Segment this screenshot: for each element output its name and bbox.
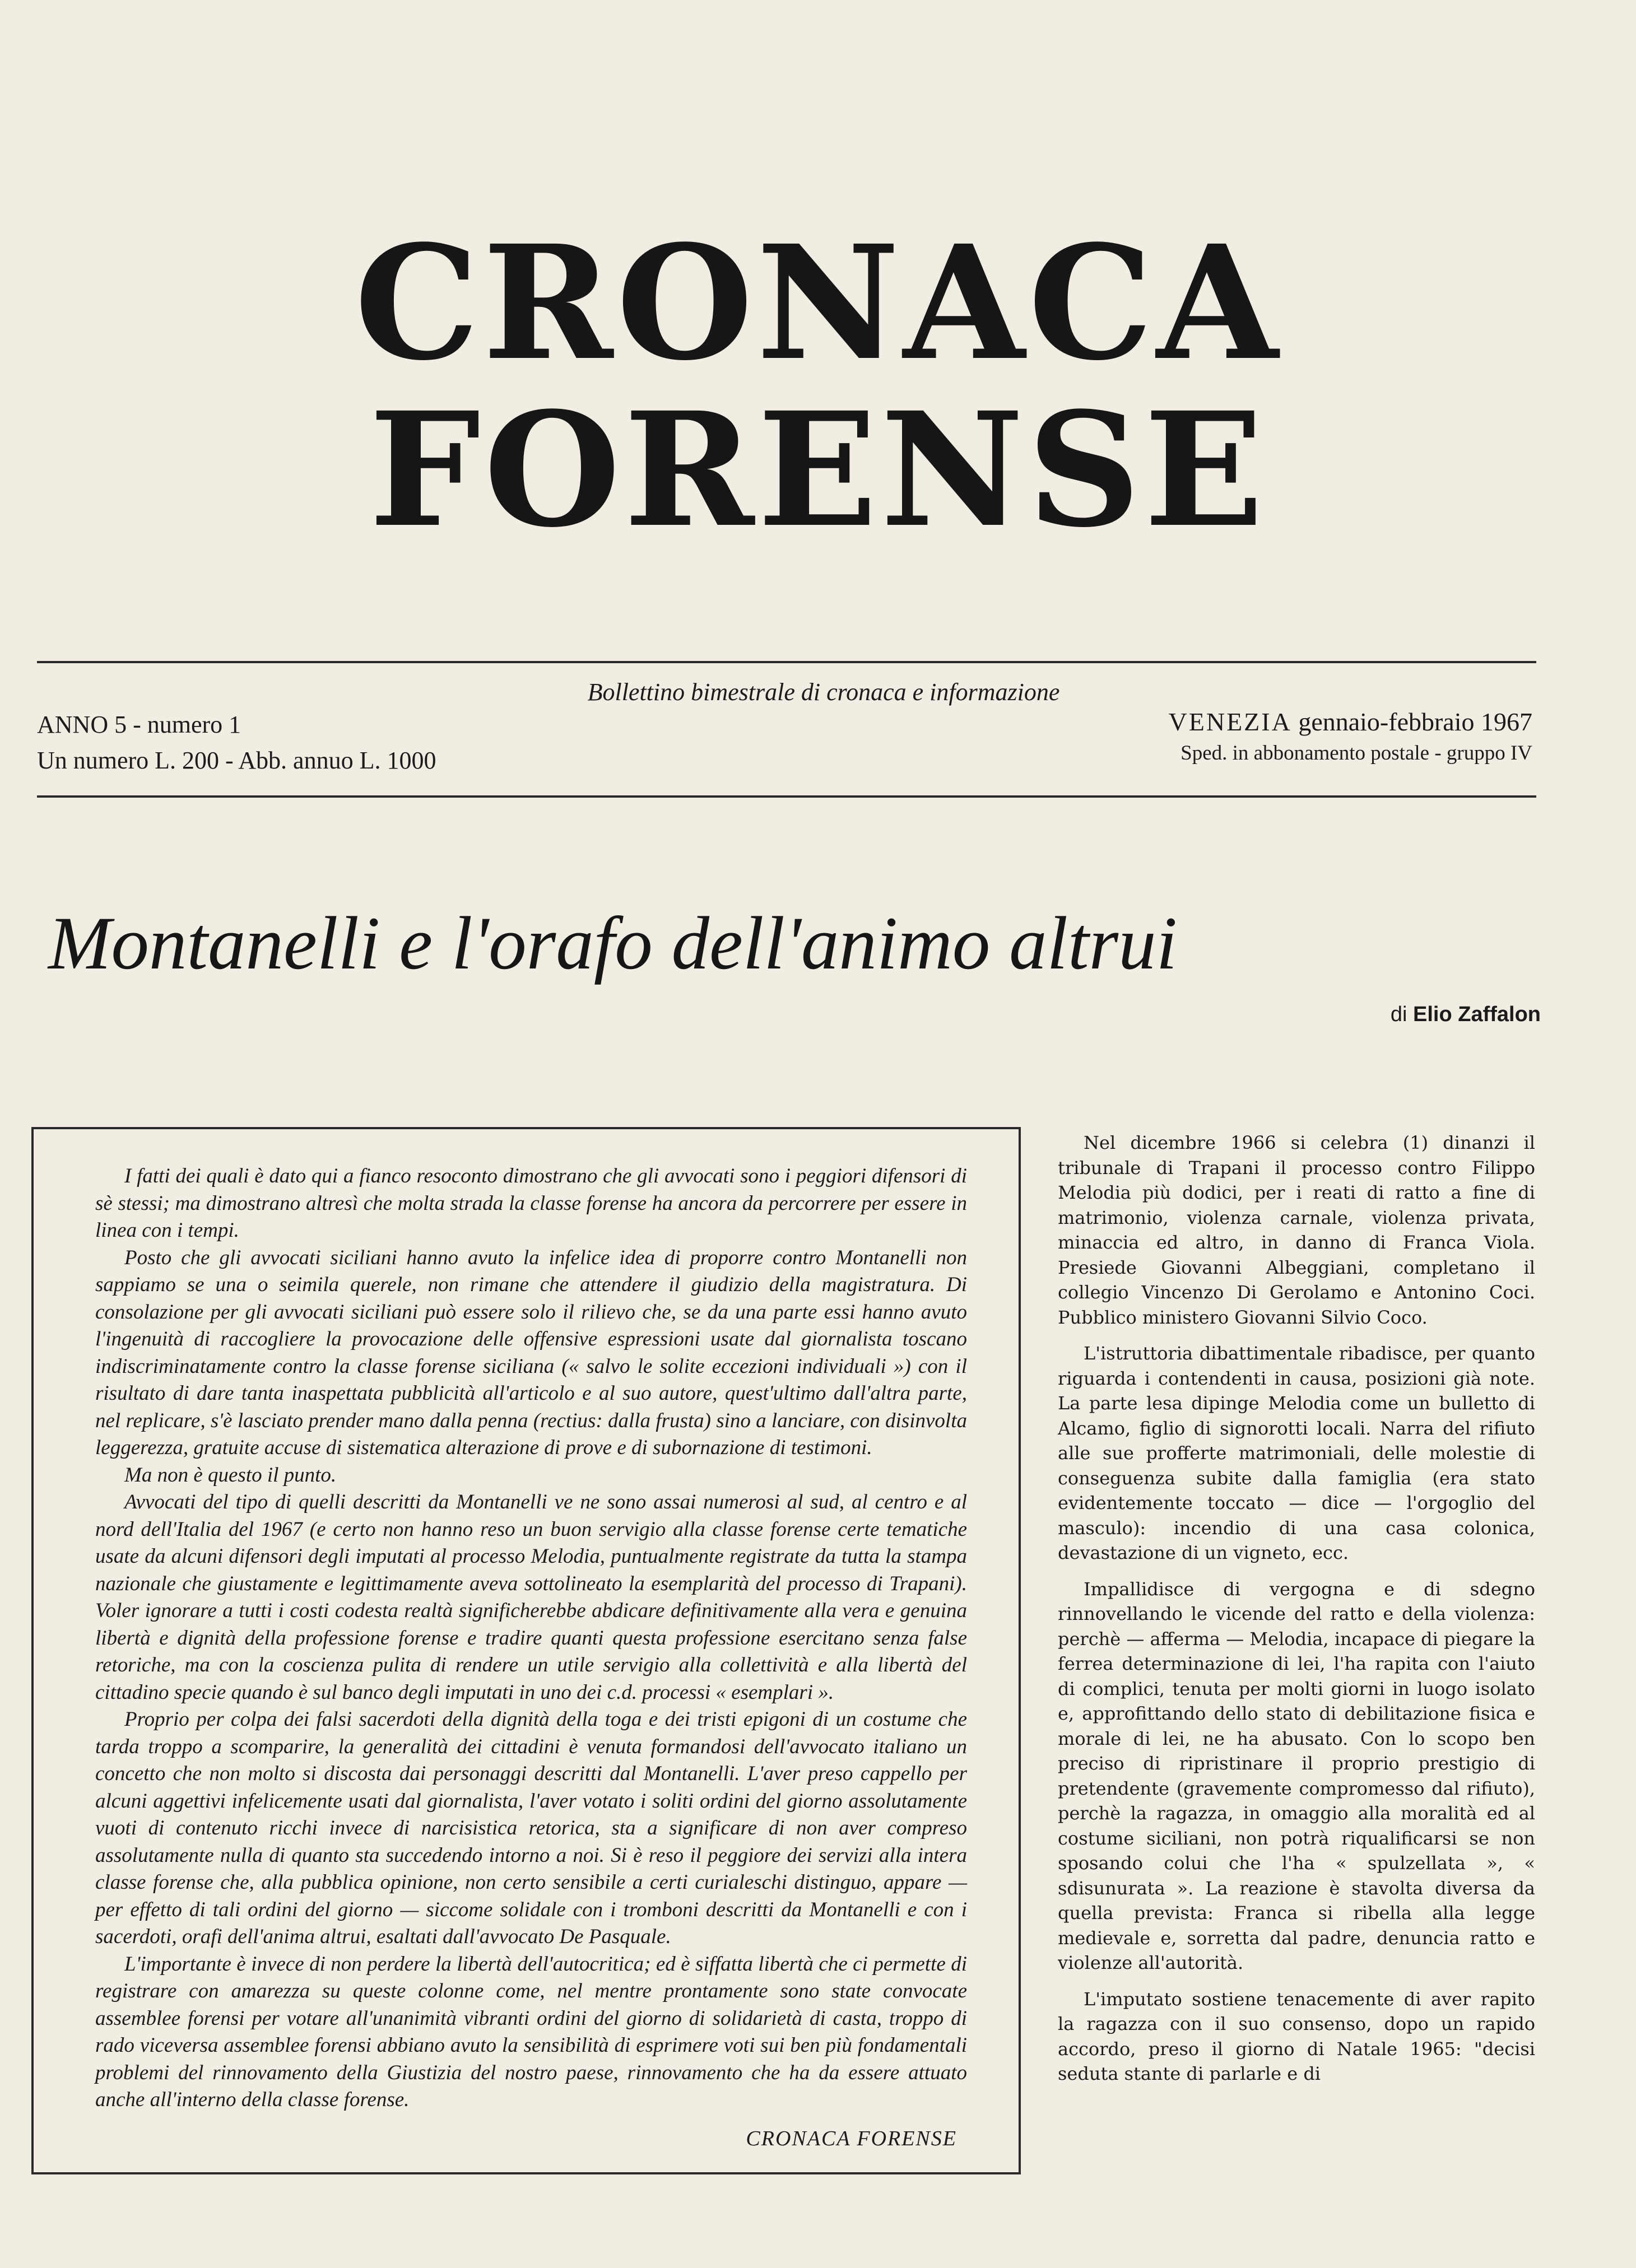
editorial-paragraph: Proprio per colpa dei falsi sacerdoti della dignità della toga e dei tristi epigoni di un costume che tarda troppo a scomparire, la generalità dei cittadini è venuta formandosi dell'avvocato italiano un concetto che non molto si discosta dai personaggi descritti dal Montanelli. L'aver preso cappello per alcuni aggettivi infelicemente usati dal giornalista, l'aver votato i soliti ordini del giorno assolutamente vuoti di contenuto ricchi invece di narcisistica retorica, sta a significare di non aver compreso assolutamente nulla di quanto sta succedendo intorno a noi. Si è reso il peggiore dei servizi alla intera classe forense che, alla pubblica opinione, non certo sensibile a certi curialeschi distinguo, appare — per effetto di tali ordini del giorno — siccome solidale con i tromboni descritti da Montanelli e con i sacerdoti, orafi dell'anima altrui, esaltati dall'avvocato De Pasquale.: [95, 1708, 967, 1948]
editorial-paragraph: Ma non è questo il punto.: [124, 1463, 337, 1487]
report-paragraph: L'imputato sostiene tenacemente di aver rapito la ragazza con il suo consenso, dopo un rapido accordo, preso il giorno di Natale 1965: "decisi seduta stante di parlarle e di: [1058, 1988, 1535, 2084]
postal-note: Sped. in abbonamento postale - gruppo IV: [1180, 742, 1532, 765]
header-bottom-rule: [37, 795, 1536, 798]
editorial-box: [31, 1127, 1021, 2174]
report-column: [1058, 1130, 1535, 2087]
issue-number: ANNO 5 - numero 1: [37, 711, 241, 738]
header-right-block: [1053, 707, 1532, 765]
report-paragraph: Nel dicembre 1966 si celebra (1) dinanzi il tribunale di Trapani il processo contro Filippo Melodia più dodici, per i reati di ratto a fine di matrimonio, violenza carnale, violenza privata, minaccia ed altro, in danno di Franca Viola. Presiede Giovanni Albeggiani, completano il collegio Vincenzo Di Gerolamo e Antonino Coci. Pubblico ministero Giovanni Silvio Coco.: [1058, 1132, 1535, 1328]
author-name: Elio Zaffalon: [1413, 1003, 1541, 1026]
editorial-paragraph: I fatti dei quali è dato qui a fianco resoconto dimostrano che gli avvocati sono i peggiori difensori di sè stessi; ma dimostrano altresì che molta strada la classe forense ha ancora da percorrere per essere in linea con i tempi.: [95, 1165, 967, 1242]
report-paragraph: Impallidisce di vergogna e di sdegno rinnovellando le vicende del ratto e della violenza: perchè — afferma — Melodia, incapace di piegare la ferrea determinazione di lei, l'ha rapita con l'aiuto di complici, tenuta per molti giorni in luogo isolato e, approfittando dello stato di debilitazione fisica e morale di lei, ne ha abusato. Con lo scopo ben preciso di ripristinare il proprio prestigio di pretendente (gravemente compromesso dal rifiuto), perchè la ragazza, in omaggio alla moralità ed al costume siciliani, non potrà riqualificarsi se non sposando colui che l'ha « spulzellata », « sdisunurata ». La reazione è stavolta diversa da quella prevista: Franca si ribella alla legge medievale e, sorretta dal padre, denuncia ratto e violenze all'autorità.: [1058, 1578, 1535, 1973]
issue-price: Un numero L. 200 - Abb. annuo L. 1000: [37, 747, 436, 774]
editorial-paragraph: Avvocati del tipo di quelli descritti da Montanelli ve ne sono assai numerosi al sud, al centro e al nord dell'Italia del 1967 (e certo non hanno reso un buon servigio alla classe forense certe tematiche usate da alcuni difensori degli imputati al processo Melodia, puntualmente registrate da tutta la stampa nazionale che giustamente e legittimamente aveva sottolineato la esemplarità del processo di Trapani). Voler ignorare a tutti i costi codesta realtà significherebbe abdicare definitivamente alla vera e genuina libertà e dignità della professione forense e tradire quanti questa professione esercitano senza false retoriche, ma con la coscienza pulita di rendere un utile servigio alla collettività e alla libertà del cittadino specie quando è sul banco degli imputati in uno dei c.d. processi « esemplari ».: [95, 1491, 967, 1704]
header-left-block: [37, 707, 541, 779]
byline: [1121, 1003, 1541, 1027]
editorial-paragraph: Posto che gli avvocati siciliani hanno avuto la infelice idea di proporre contro Montanelli non sappiamo se una o seimila querele, non rimane che attendere il giudizio della magistratura. Di consolazione per gli avvocati siciliani può essere solo il rilievo che, se da una parte essi hanno avuto l'ingenuità di raccogliere la provocazione delle offensive espressioni usate dal giornalista toscano indiscriminatamente contro la classe forense siciliana (« salvo le solite eccezioni individuali ») con il risultato di dare tanta inaspettata pubblicità all'articolo e al suo autore, quest'ultimo dall'altra parte, nel replicare, s'è lasciato prender mano dalla penna (rectius: dalla frusta) sino a lanciare, con disinvolta leggerezza, gratuite accuse di sistematica alterazione di prove e di subornazione di testimoni.: [95, 1246, 967, 1459]
issue-date: gennaio-febbraio 1967: [1298, 707, 1532, 736]
masthead-line-1: CRONACA: [354, 211, 1282, 395]
dateline: [1053, 707, 1532, 737]
city: VENEZIA: [1168, 707, 1292, 736]
masthead-line-2: FORENSE: [369, 378, 1267, 562]
editorial-paragraph: L'importante è invece di non perdere la libertà dell'autocritica; ed è siffatta libertà che ci permette di registrare con amarezza su queste colonne come, nel mentre prontamente sono state convocate assemblee forensi per votare all'unanimità vibranti ordini del giorno di solidarietà di casta, troppo di rado viceversa assemblee forensi abbiano avuto la sensibilità di esprimere voti sui ben più fondamentali problemi del rinnovamento della Giustizia del nostro paese, rinnovamento che ha da essere attuato anche all'interno della classe forense.: [95, 1952, 967, 2111]
bulletin-subtitle: Bollettino bimestrale di cronaca e informazione: [587, 678, 1060, 706]
header-top-rule: [37, 661, 1536, 663]
report-paragraph: L'istruttoria dibattimentale ribadisce, per quanto riguarda i contendenti in causa, posizioni già note. La parte lesa dipinge Melodia come un bulletto di Alcamo, figlio di signorotti locali. Narra del rifiuto alle sue profferte matrimoniali, delle molestie di conseguenza subite dalla famiglia (era stato evidentemente toccato — dice — l'orgoglio del masculo): incendio di una casa colonica, devastazione di un vigneto, ecc.: [1058, 1343, 1535, 1563]
editorial-signature: CRONACA FORENSE: [746, 2127, 957, 2150]
article-title: Montanelli e l'orafo dell'animo altrui: [48, 902, 1178, 985]
byline-prefix: di: [1390, 1003, 1407, 1026]
